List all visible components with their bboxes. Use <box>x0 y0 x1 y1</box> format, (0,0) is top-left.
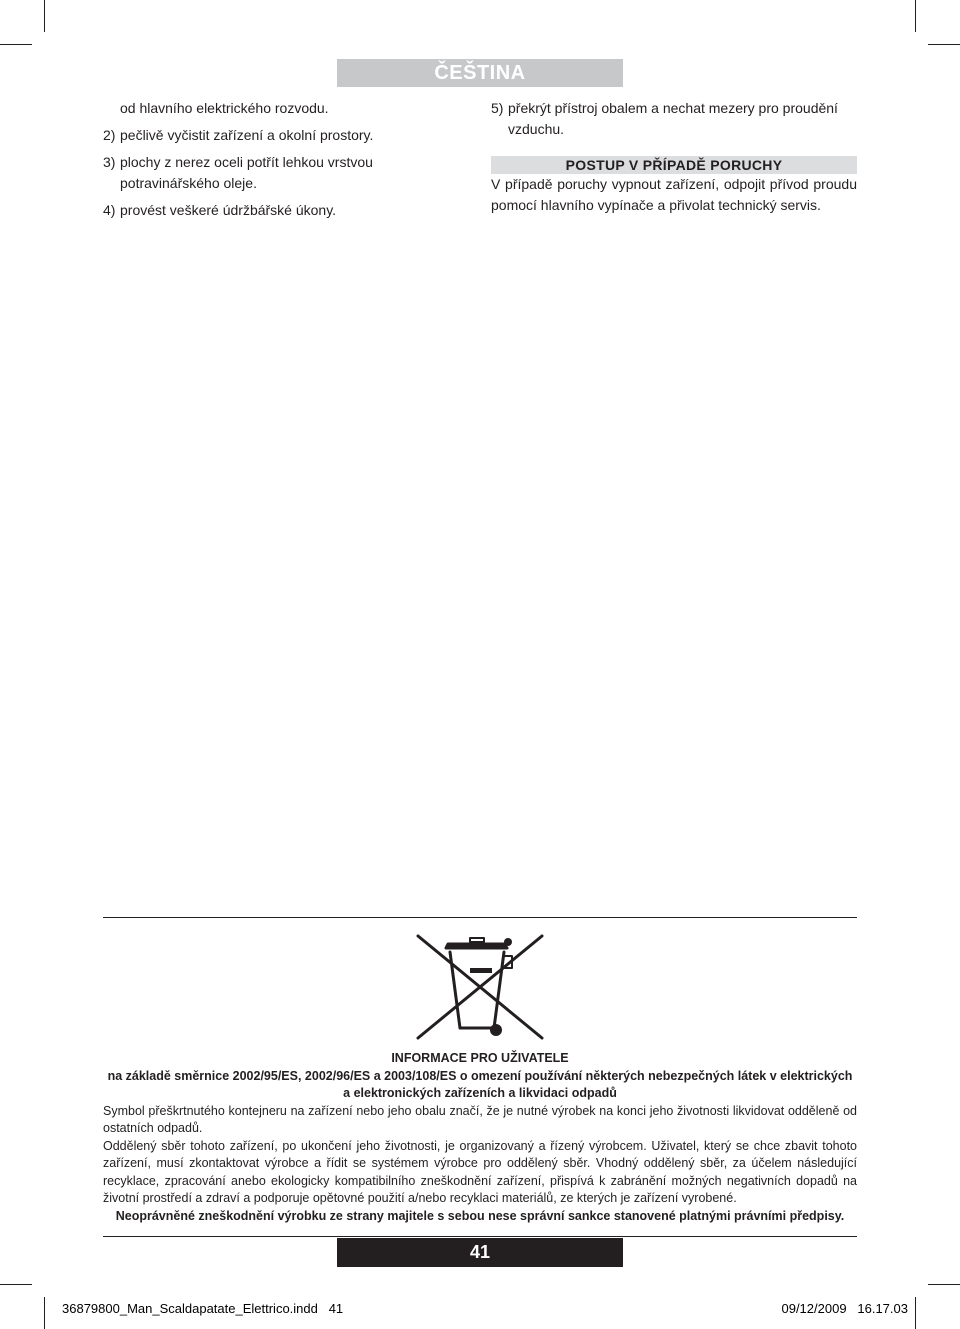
crop-mark <box>915 1297 916 1329</box>
crop-mark <box>928 44 960 45</box>
fault-section-text: V případě poruchy vypnout zařízení, odpojit přívod proudu pomocí hlavního vypínače a přivolat technický servis. <box>491 176 857 213</box>
crop-mark <box>0 44 32 45</box>
list-item-text: pečlivě vyčistit zařízení a okolní prostory. <box>120 127 374 143</box>
list-item <box>103 125 473 146</box>
crossed-out-wheelie-bin-icon <box>412 930 548 1042</box>
crop-mark <box>0 1284 32 1285</box>
info-subtitle: na základě směrnice 2002/95/ES, 2002/96/ES a 2003/108/ES o omezení používání některých nebezpečných látek v elektrických a elektronických zařízeních a likvidaci odpadů <box>107 1068 853 1100</box>
list-item <box>103 200 473 221</box>
info-warning: Neoprávněné zneškodnění výrobku ze strany majitele s sebou nese správní sankce stanovené platnými právními předpisy. <box>115 1208 845 1223</box>
list-item-number: 2) <box>103 127 116 143</box>
page-number: 41 <box>337 1238 623 1267</box>
info-paragraph: Oddělený sběr tohoto zařízení, po ukončení jeho životnosti, je organizovaný a řízený výrobcem. Uživatel, který se chce zbavit tohoto zařízení, musí zkontaktovat výrobce a řídit se systémem výrobce pro oddělený sběr. Vhodný oddělený sběr, za účelem následující recyklace, zpracování anebo ekologicky kompatibilního zneškodnění zařízení, přispívá k zabránění možných negativních dopadů na životní prostředí a zdraví a podporuje opětovné použití a/nebo recyklaci materiálů, ze kterých je zařízení vyrobené. <box>103 1138 857 1205</box>
list-item-text: provést veškeré údržbářské úkony. <box>120 202 337 218</box>
file-name: 36879800_Man_Scaldapatate_Elettrico.indd 41 <box>62 1301 344 1316</box>
list-item-text: překrýt přístroj obalem a nechat mezery pro proudění vzduchu. <box>508 100 838 137</box>
list-item <box>103 152 473 194</box>
list-item-text: plochy z nerez oceli potřít lehkou vrstvou potravinářského oleje. <box>120 154 373 191</box>
user-information <box>103 1050 857 1225</box>
print-timestamp: 09/12/2009 16.17.03 <box>781 1301 908 1316</box>
list-item-number: 5) <box>491 100 504 116</box>
crop-mark <box>44 1297 45 1329</box>
continuation-text: od hlavního elektrického rozvodu. <box>120 100 329 116</box>
list-item <box>491 98 857 140</box>
language-header: ČEŠTINA <box>337 59 623 87</box>
info-paragraph: Symbol přeškrtnutého kontejneru na zařízení nebo jeho obalu značí, že je nutné výrobek na konci jeho životnosti likvidovat odděleně od ostatních odpadů. <box>103 1103 857 1135</box>
left-column <box>103 98 473 221</box>
right-column <box>491 98 857 216</box>
fault-section-heading: POSTUP V PŘÍPADĚ PORUCHY <box>491 156 857 174</box>
crop-mark <box>44 0 45 32</box>
divider <box>103 917 857 918</box>
info-title: INFORMACE PRO UŽIVATELE <box>391 1051 569 1065</box>
divider <box>103 1236 857 1237</box>
crop-mark <box>928 1284 960 1285</box>
list-item-number: 3) <box>103 154 116 170</box>
crop-mark <box>915 0 916 32</box>
list-item-number: 4) <box>103 202 116 218</box>
